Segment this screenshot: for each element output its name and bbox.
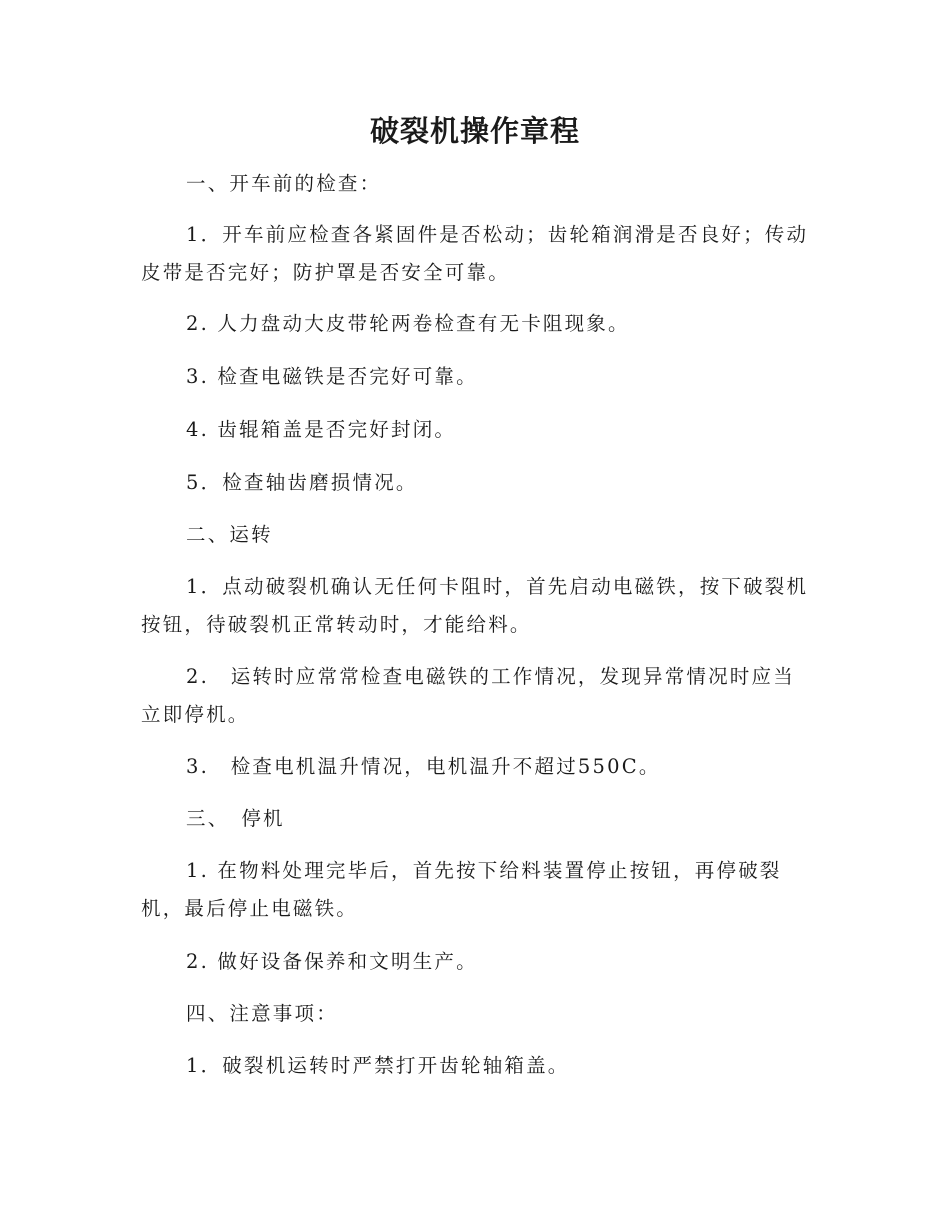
paragraph: 1．开车前应检查各紧固件是否松动；齿轮箱润滑是否良好；传动皮带是否完好；防护罩是否安全可靠。 (141, 223, 809, 284)
paragraph: 1．点动破裂机确认无任何卡阻时，首先启动电磁铁，按下破裂机按钮，待破裂机正常转动时，才能给料。 (141, 575, 809, 636)
paragraph: 4. 齿辊箱盖是否完好封闭。 (186, 418, 457, 441)
section-heading-shutdown: 三、 停机 (186, 807, 285, 830)
section-heading-precautions: 四、注意事项： (186, 1002, 338, 1025)
section-heading-operation: 二、运转 (186, 523, 273, 546)
paragraph: 2. 做好设备保养和文明生产。 (186, 950, 478, 973)
paragraph: 3. 检查电磁铁是否完好可靠。 (186, 365, 478, 388)
paragraph: 1．破裂机运转时严禁打开齿轮轴箱盖。 (186, 1054, 570, 1077)
paragraph: 1. 在物料处理完毕后，首先按下给料装置停止按钮，再停破裂机，最后停止电磁铁。 (141, 859, 782, 920)
section-heading-inspection: 一、开车前的检查： (186, 172, 382, 195)
paragraph: 3. 检查电机温升情况，电机温升不超过550C。 (186, 755, 661, 778)
page-title: 破裂机操作章程 (369, 114, 580, 148)
paragraph: 2. 运转时应常常检查电磁铁的工作情况，发现异常情况时应当立即停机。 (141, 665, 795, 726)
paragraph: 5．检查轴齿磨损情况。 (186, 471, 418, 494)
paragraph: 2. 人力盘动大皮带轮两卷检查有无卡阻现象。 (186, 312, 630, 335)
